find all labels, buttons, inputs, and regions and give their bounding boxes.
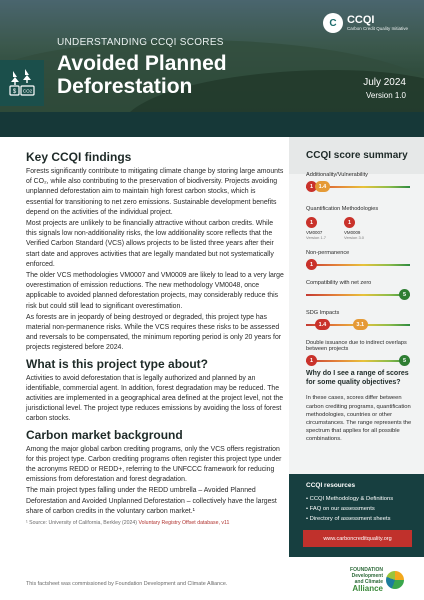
score-track (306, 259, 410, 270)
footnote-prefix: ¹ Source: (26, 520, 49, 526)
score-label: SDG Impacts (306, 310, 340, 316)
score-track (306, 289, 410, 300)
score-dot: 1.4 (315, 319, 330, 330)
score-track (306, 181, 410, 192)
banner-strip (0, 112, 424, 137)
market-paragraph: The main project types falling under the REDD umbrella – Avoided Planned Deforestation and Avoided Unplanned Deforestation – collectively have the largest share of carbon credits in the voluntary carbon market.¹ (26, 487, 277, 515)
score-track (306, 355, 410, 366)
version-label: Version 1.0 (365, 91, 406, 100)
footnote (26, 520, 284, 526)
footer-text: This factsheet was commissioned by Foundation Development and Climate Alliance. (26, 581, 228, 587)
findings-paragraph: Most projects are unlikely to be financially attractive without carbon credits. While this signals low non-additionality risks, the low additionality score reflects that the Verified Carbon Standard (VCS) allows projects to be listed three years after their start date and approves activities that are legally mandated but not systematically enforced. (26, 220, 274, 268)
score-dot: 1 (306, 217, 317, 228)
about-heading: What is this project type about? (26, 356, 209, 371)
score-label: Double issuance due to indirect overlaps between projects (306, 340, 407, 352)
logo-name: CCQI (346, 14, 375, 26)
main-column (26, 150, 284, 518)
score-label: Quantification Methodologies (306, 206, 379, 212)
resources-title: CCQI resources (306, 482, 356, 489)
why-range-heading: Why do I see a range of scores for some quality objectives? (306, 370, 409, 387)
resources-list (306, 494, 393, 524)
publication-date: July 2024 (363, 77, 406, 88)
score-dot: 1 (306, 259, 317, 270)
score-row (306, 172, 410, 192)
score-dot: 1 (344, 217, 355, 228)
findings-heading: Key CCQI findings (26, 150, 132, 164)
score-dot: 5 (399, 289, 410, 300)
why-range-box (306, 369, 412, 444)
foundation-logo-icon (386, 571, 404, 589)
foundation-logo-line: FOUNDATION (350, 567, 383, 573)
header-subtitle: UNDERSTANDING CCQI SCORES (57, 37, 224, 48)
svg-text:CO2: CO2 (22, 88, 33, 94)
methodology-version: Version 3.0 (344, 235, 365, 240)
score-dot: 3.1 (353, 319, 368, 330)
score-dot: 5 (399, 355, 410, 366)
score-row (306, 340, 410, 366)
foundation-logo-line: and Climate (354, 579, 383, 585)
score-track (306, 319, 410, 330)
why-range-text: In these cases, scores differ between carbon crediting programs, quantification methodologies, countries or other circumstances. The range represents the spectrum that applies for all possible combinations. (306, 395, 412, 443)
foundation-logo-name: Alliance (352, 584, 383, 593)
findings-paragraph: Forests significantly contribute to mitigating climate change by storing large amounts of CO₂, while also contributing to the preservation of biodiversity. Projects avoiding unplanned deforestation aim to maintain high forest carbon stocks, which is essential for transitioning to net zero emissions. Sustainable development benefits depend on the activities of the individual project. (26, 168, 284, 216)
deforestation-co2-icon (0, 60, 44, 106)
footnote-link[interactable]: Voluntary Registry Offset database, v11 (138, 520, 230, 526)
page-title: Avoided Planned Deforestation (57, 52, 227, 98)
market-heading: Carbon market background (26, 427, 183, 442)
methodology-score (306, 214, 336, 240)
about-paragraph: Activities to avoid deforestation that is legally authorized and planned by an identifiable, commercial agent. In addition, forest degradation may be reduced. The activities are implemented in a geographical area defined at the project level, not the jurisdictional level. The project type reduces emissions by avoiding the loss of forest carbon stocks. (26, 374, 284, 423)
resource-link[interactable]: • FAQ on our assessments (306, 504, 393, 514)
methodology-score (344, 214, 374, 240)
score-row (306, 250, 410, 270)
svg-text:$: $ (12, 89, 17, 95)
website-link-button[interactable]: www.carboncreditquality.org (303, 530, 412, 547)
methodology-version: Version 1.7 (306, 235, 327, 240)
methodology-name: VM0009 (344, 230, 361, 235)
score-row (306, 280, 410, 300)
foundation-logo-line: Development (351, 573, 383, 579)
resource-link[interactable]: • CCQI Methodology & Definitions (306, 494, 393, 504)
score-dot: 1 (306, 355, 317, 366)
logo-tagline: Carbon Credit Quality Initiative (346, 26, 408, 31)
market-paragraph: Among the major global carbon crediting programs, only the VCS offers registration for this project type. Carbon crediting programs often register this project type under the acronyms REDD or REDD+, referring to the UNFCCC framework for reducing emissions from deforestation and forest degradation. (26, 445, 282, 484)
findings-paragraph: The older VCS methodologies VM0007 and VM0009 are likely to lead to a very large overestimation of emission reductions. The new methodology VM0048, once applicable to avoided planned deforestation projects, may considerably reduce this risk but could still lead to significant overestimation. (26, 272, 284, 310)
ccqi-logo[interactable] (323, 13, 408, 33)
score-row (306, 310, 410, 330)
ccqi-logo-icon: C (323, 13, 343, 33)
footnote-source: University of California, Berkley (2024) (48, 520, 138, 526)
foundation-logo[interactable] (350, 567, 404, 593)
resource-link[interactable]: • Directory of assessment sheets (306, 514, 393, 524)
score-dot: 1 (306, 181, 317, 192)
findings-paragraph: As forests are in jeopardy of being destroyed or degraded, this project type has material non-permanence risks. While the VCS requires these risks to be assessed and reversals to be compensated, the minimum reporting period is only 20 years for projects registered before 2024. (26, 313, 282, 352)
score-row (306, 206, 410, 240)
score-dot: 1.4 (315, 181, 330, 192)
score-label: Additionality/Vulnerability (306, 172, 368, 178)
methodology-name: VM0007 (306, 230, 323, 235)
score-summary-title: CCQI score summary (306, 150, 408, 161)
score-label: Compatibility with net zero (306, 280, 372, 286)
score-label: Non-permanence (306, 250, 350, 256)
